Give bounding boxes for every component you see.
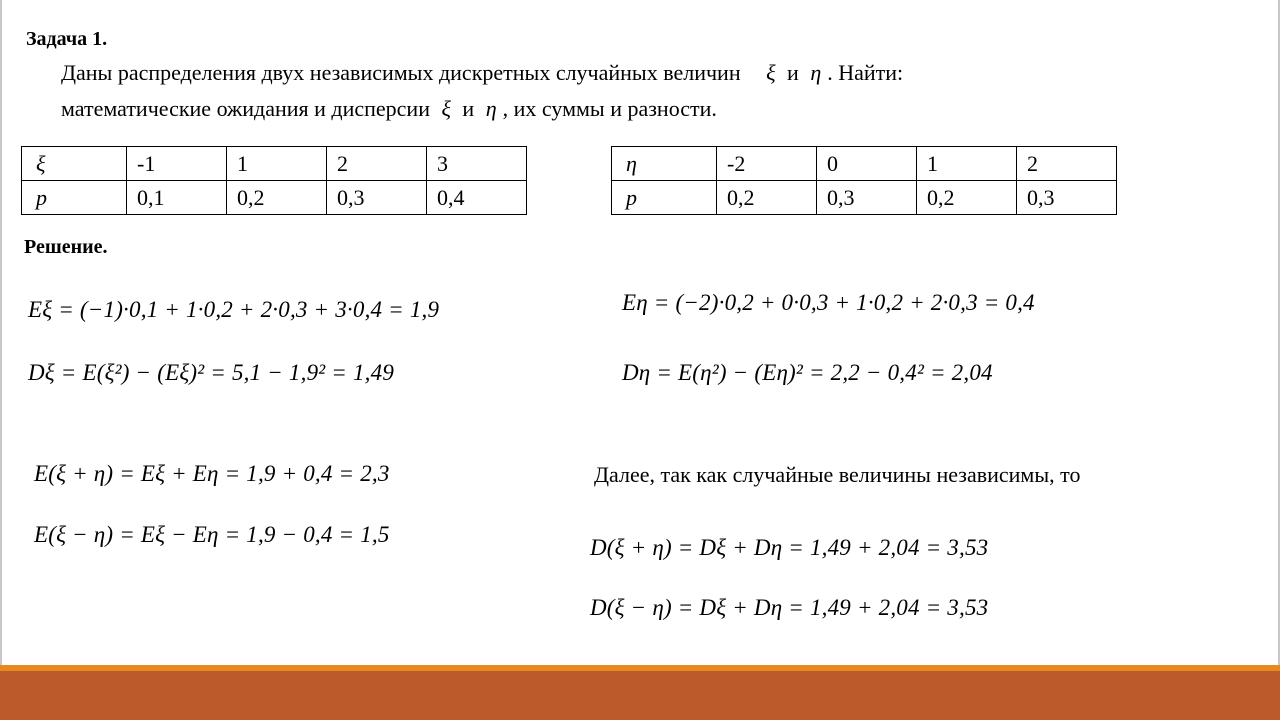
formula-expectation-eta: Eη = (−2)·0,2 + 0·0,3 + 1·0,2 + 2·0,3 = 0,4 [622,290,1035,315]
eta-prob: 0,3 [817,181,917,215]
task-line1-xi: ξ [766,60,776,85]
eta-value: 1 [917,147,1017,181]
slide-frame-left [0,0,2,665]
eta-value: 2 [1017,147,1117,181]
formula-expectation-sum: E(ξ + η) = Eξ + Eη = 1,9 + 0,4 = 2,3 [34,461,390,486]
xi-p-label: p [22,181,127,215]
task-line2-text: математические ожидания и дисперсии [61,96,430,121]
xi-prob: 0,1 [127,181,227,215]
xi-value: -1 [127,147,227,181]
task-statement-line-1 [61,60,903,86]
formula-variance-sum: D(ξ + η) = Dξ + Dη = 1,49 + 2,04 = 3,53 [590,535,989,560]
task-line2-end: , их суммы и разности. [502,96,717,121]
table-row [22,147,527,181]
xi-value: 1 [227,147,327,181]
task-line1-eta: η [810,60,822,85]
task-title: Задача 1. [26,28,108,50]
eta-prob: 0,2 [917,181,1017,215]
task-statement-line-2 [61,96,717,122]
xi-prob: 0,4 [427,181,527,215]
xi-prob: 0,3 [327,181,427,215]
eta-prob: 0,3 [1017,181,1117,215]
task-line1-text: Даны распределения двух независимых дискретных случайных величин [61,60,741,85]
task-line2-xi: ξ [441,96,451,121]
eta-value: -2 [717,147,817,181]
formula-variance-xi: Dξ = E(ξ²) − (Eξ)² = 5,1 − 1,9² = 1,49 [28,360,395,385]
eta-distribution-table [611,146,1117,215]
solution-label: Решение. [24,236,108,258]
xi-value: 2 [327,147,427,181]
formula-variance-eta: Dη = E(η²) − (Eη)² = 2,2 − 0,4² = 2,04 [622,360,993,385]
eta-prob: 0,2 [717,181,817,215]
table-row [22,181,527,215]
formula-expectation-xi: Eξ = (−1)·0,1 + 1·0,2 + 2·0,3 + 3·0,4 = 1,9 [28,297,440,322]
xi-var-label: ξ [22,147,127,181]
xi-prob: 0,2 [227,181,327,215]
footer-accent-bar [0,671,1280,720]
formula-expectation-diff: E(ξ − η) = Eξ − Eη = 1,9 − 0,4 = 1,5 [34,522,390,547]
table-row [612,181,1117,215]
xi-value: 3 [427,147,527,181]
task-line2-eta: η [485,96,497,121]
eta-p-label: p [612,181,717,215]
independence-note: Далее, так как случайные величины независимы, то [594,462,1081,487]
eta-var-label: η [612,147,717,181]
xi-distribution-table [21,146,527,215]
task-line1-find: . Найти: [827,60,904,85]
task-line1-and: и [787,60,799,85]
table-row [612,147,1117,181]
eta-value: 0 [817,147,917,181]
task-line2-and: и [462,96,475,121]
formula-variance-diff: D(ξ − η) = Dξ + Dη = 1,49 + 2,04 = 3,53 [590,595,989,620]
